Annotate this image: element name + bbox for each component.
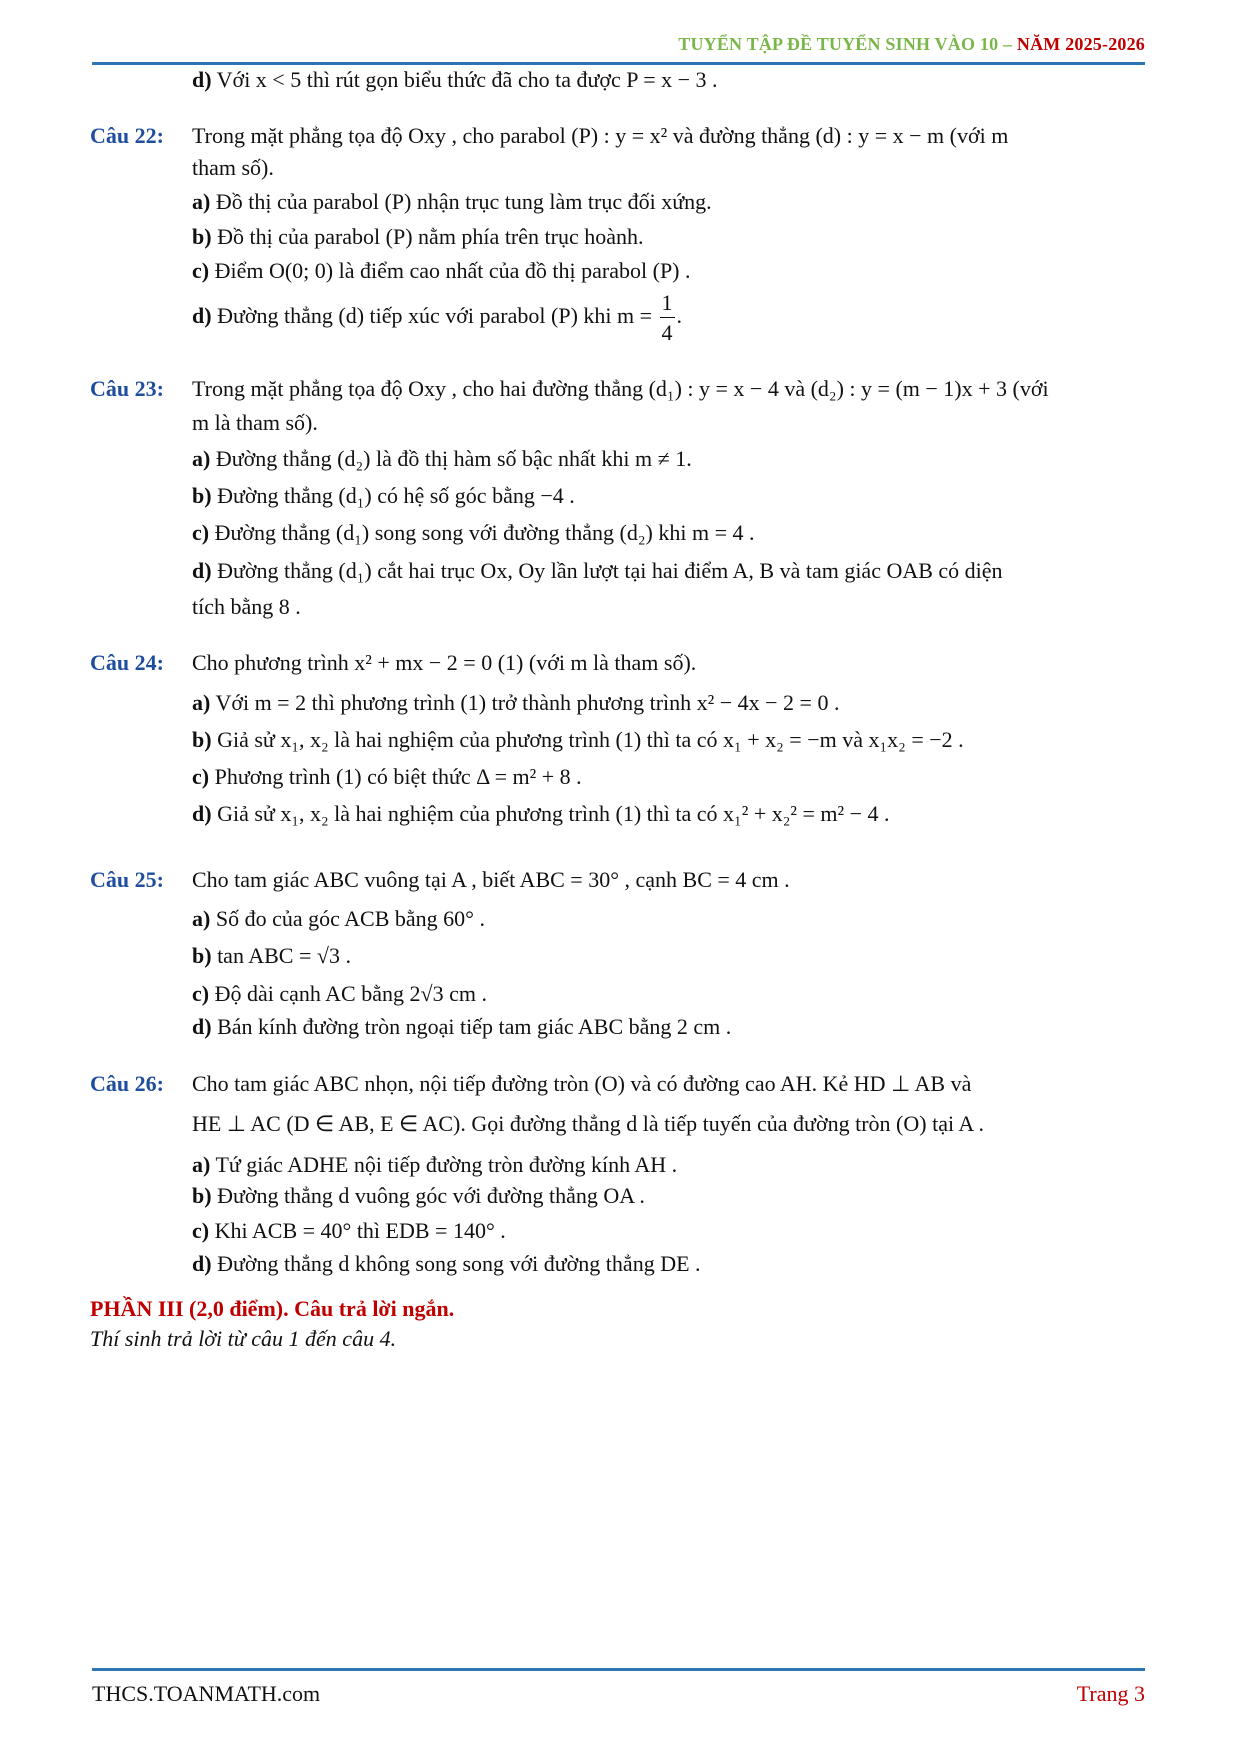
option-text: Tứ giác ADHE nội tiếp đường tròn đường kính AH . (215, 1152, 678, 1177)
fraction-denominator: 4 (661, 320, 673, 345)
option-text: Đường thẳng (d) tiếp xúc với parabol (P) khi m = (217, 303, 653, 329)
question-26 (90, 1071, 1145, 1097)
question-23 (90, 376, 1145, 402)
option-text: tan ABC = √3 . (217, 943, 351, 968)
q25-option-a (192, 906, 1145, 932)
option-label: b) (192, 1183, 212, 1208)
option-text: Số đo của góc ACB bằng 60° . (215, 906, 485, 931)
option-text: Với x < 5 thì rút gọn biểu thức đã cho ta được P = x − 3 . (216, 67, 718, 92)
option-text: Đường thẳng (d₁) song song với đường thẳng (d₂) khi m = 4 . (214, 520, 755, 545)
question-label: Câu 24: (90, 650, 164, 675)
option-text: Với m = 2 thì phương trình (1) trở thành phương trình x² − 4x − 2 = 0 . (215, 690, 840, 715)
q26-option-d (192, 1251, 1145, 1277)
q26-option-c (192, 1218, 1145, 1244)
q22-option-d: d) Đường thẳng (d) tiếp xúc với parabol (P) khi m = $\frac{1}{4}$ . (192, 290, 683, 345)
part-3-title: PHẦN III (2,0 điểm). Câu trả lời ngắn. (90, 1296, 455, 1321)
option-label: a) (192, 189, 211, 214)
question-23-cont (192, 410, 1145, 436)
question-text-cont: HE ⊥ AC (D ∈ AB, E ∈ AC). Gọi đường thẳng d là tiếp tuyến của đường tròn (O) tại A . (192, 1111, 985, 1136)
option-label: c) (192, 1218, 210, 1243)
header-rule (92, 62, 1145, 65)
question-24 (90, 650, 1145, 676)
option-label: d) (192, 303, 212, 329)
question-text: Cho phương trình x² + mx − 2 = 0 (1) (với m là tham số). (192, 650, 697, 675)
option-label: a) (192, 690, 211, 715)
fraction-one-quarter (660, 292, 675, 344)
question-label: Câu 26: (90, 1071, 164, 1096)
page-header (678, 34, 1145, 55)
option-label: b) (192, 224, 212, 249)
option-label: b) (192, 483, 212, 508)
option-text: Đường thẳng d vuông góc với đường thẳng OA . (217, 1183, 645, 1208)
question-text: Trong mặt phẳng tọa độ Oxy , cho hai đường thẳng (d₁) : y = x − 4 và (d₂) : y = (m − 1)x + 3 (với (192, 376, 1049, 401)
q23-option-c (192, 520, 1145, 546)
option-text: Độ dài cạnh AC bằng 2√3 cm . (214, 981, 487, 1006)
option-label: a) (192, 906, 211, 931)
q25-option-d (192, 1014, 1145, 1040)
option-label: d) (192, 67, 212, 92)
option-text: Đường thẳng (d₁) có hệ số góc bằng −4 . (217, 483, 575, 508)
question-22 (90, 123, 1145, 149)
q24-option-b (192, 727, 1145, 753)
q26-option-a (192, 1152, 1145, 1178)
q23-option-d (192, 558, 1145, 584)
q24-option-d (192, 801, 1145, 827)
option-label: c) (192, 520, 210, 545)
question-text: Cho tam giác ABC nhọn, nội tiếp đường tròn (O) và có đường cao AH. Kẻ HD ⊥ AB và (192, 1071, 972, 1096)
question-label: Câu 22: (90, 123, 164, 148)
q25-option-c (192, 981, 1145, 1007)
option-text: Phương trình (1) có biệt thức Δ = m² + 8 . (214, 764, 582, 789)
q24-option-c (192, 764, 1145, 790)
question-text-cont: m là tham số). (192, 410, 318, 435)
question-text: Trong mặt phẳng tọa độ Oxy , cho parabol (P) : y = x² và đường thẳng (d) : y = x − m (với m (192, 123, 1009, 148)
option-label: d) (192, 1014, 212, 1039)
question-label: Câu 25: (90, 867, 164, 892)
option-text-cont: tích bằng 8 . (192, 594, 301, 619)
option-text: Đồ thị của parabol (P) nằm phía trên trục hoành. (217, 224, 644, 249)
option-text: Giả sử x₁, x₂ là hai nghiệm của phương trình (1) thì ta có x₁ + x₂ = −m và x₁x₂ = −2 . (217, 727, 964, 752)
q23-option-b (192, 483, 1145, 509)
footer-site: THCS.TOANMATH.com (92, 1681, 321, 1706)
option-text: Khi ACB = 40° thì EDB = 140° . (214, 1218, 506, 1243)
option-text: Đường thẳng (d₂) là đồ thị hàm số bậc nhất khi m ≠ 1. (215, 446, 692, 471)
header-title: TUYỂN TẬP ĐỀ TUYỂN SINH VÀO 10 – (678, 34, 1013, 54)
q23-option-a (192, 446, 1145, 472)
option-text: Bán kính đường tròn ngoại tiếp tam giác ABC bằng 2 cm . (217, 1014, 732, 1039)
q26-option-b (192, 1183, 1145, 1209)
option-text: Giả sử x₁, x₂ là hai nghiệm của phương trình (1) thì ta có x₁² + x₂² = m² − 4 . (217, 801, 890, 826)
option-label: a) (192, 1152, 211, 1177)
header-year: NĂM 2025-2026 (1016, 34, 1145, 54)
question-22-cont (192, 155, 1145, 181)
q22-option-b (192, 224, 1145, 250)
footer-rule (92, 1668, 1145, 1671)
option-label: d) (192, 558, 212, 583)
option-label: d) (192, 801, 212, 826)
option-label: b) (192, 727, 212, 752)
option-label: c) (192, 981, 210, 1006)
q25-option-b (192, 943, 1145, 969)
prev-question-option-d (192, 67, 1145, 93)
fraction-numerator: 1 (660, 292, 675, 318)
q22-option-c (192, 258, 1145, 284)
question-label: Câu 23: (90, 376, 164, 401)
part-3-note: Thí sinh trả lời từ câu 1 đến câu 4. (90, 1326, 397, 1351)
option-label: d) (192, 1251, 212, 1276)
question-26-cont (192, 1111, 1145, 1137)
footer-page-number: Trang 3 (1076, 1681, 1145, 1706)
option-label: c) (192, 258, 210, 283)
option-label: a) (192, 446, 211, 471)
option-text: Đường thẳng d không song song với đường thẳng DE . (217, 1251, 701, 1276)
option-text: Đồ thị của parabol (P) nhận trục tung làm trục đối xứng. (215, 189, 712, 214)
option-label: b) (192, 943, 212, 968)
option-text: Điểm O(0; 0) là điểm cao nhất của đồ thị parabol (P) . (214, 258, 691, 283)
option-text: Đường thẳng (d₁) cắt hai trục Ox, Oy lần lượt tại hai điểm A, B và tam giác OAB có diện (217, 558, 1003, 583)
question-text-cont: tham số). (192, 155, 274, 180)
q22-option-a (192, 189, 1145, 215)
q23-option-d-cont (192, 594, 1145, 620)
option-label: c) (192, 764, 210, 789)
question-text: Cho tam giác ABC vuông tại A , biết ABC = 30° , cạnh BC = 4 cm . (192, 867, 790, 892)
question-25 (90, 867, 1145, 893)
q24-option-a (192, 690, 1145, 716)
